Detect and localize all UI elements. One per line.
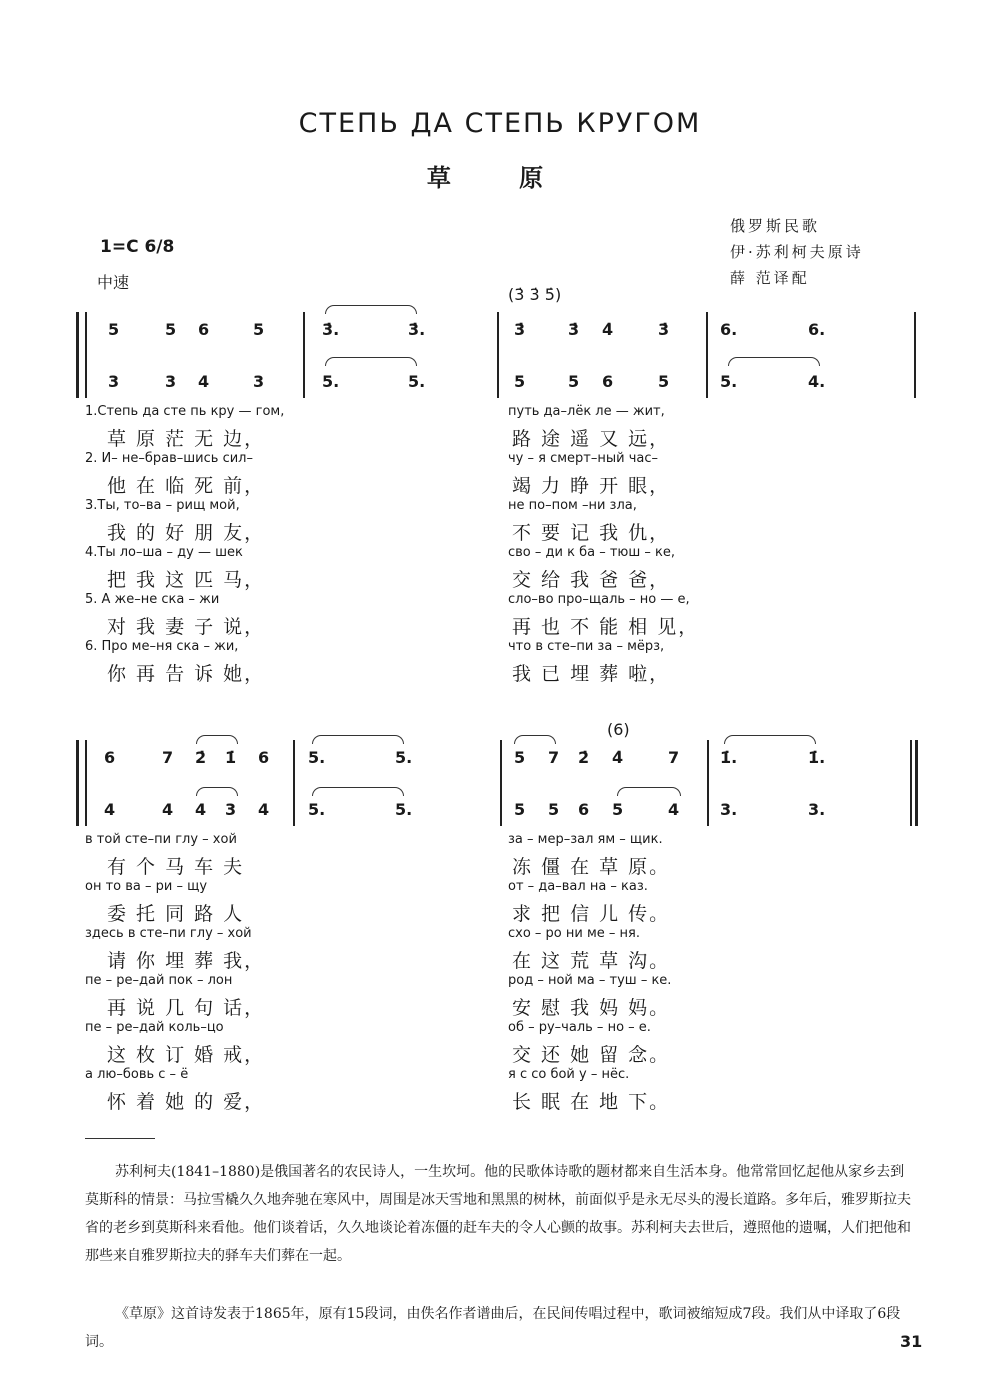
note: 3. bbox=[808, 800, 826, 819]
note: 1̇. bbox=[808, 748, 826, 767]
note: 4 bbox=[195, 800, 207, 819]
note: 5. bbox=[395, 748, 413, 767]
lyric-line: я с со бой у – нёс. bbox=[508, 1067, 630, 1082]
key-signature: 1=C 6/8 bbox=[100, 237, 175, 257]
tie bbox=[312, 735, 404, 744]
tie bbox=[325, 305, 417, 314]
lyric-line: 你 再 告 诉 她， bbox=[107, 663, 266, 685]
repeat-end-bar-thick bbox=[915, 740, 918, 826]
lyric-line: 怀 着 她 的 爱， bbox=[107, 1091, 266, 1113]
lyric-line: не по–пом –ни зла, bbox=[508, 498, 637, 513]
note: 4. bbox=[808, 372, 826, 391]
note: 5. bbox=[308, 800, 326, 819]
bar-line bbox=[497, 312, 499, 398]
lyric-line: 路 途 遥 又 远， bbox=[512, 428, 671, 450]
note: 6. bbox=[720, 320, 738, 339]
slur bbox=[514, 735, 556, 744]
lyric-line: 不 要 记 我 仇， bbox=[512, 522, 671, 544]
note: 4̇ bbox=[612, 748, 624, 767]
note: 1̇ bbox=[225, 748, 237, 767]
note: 6 bbox=[198, 320, 210, 339]
note: 5 bbox=[514, 800, 526, 819]
lyric-line: 竭 力 睁 开 眼， bbox=[512, 475, 671, 497]
note: 3̇. bbox=[322, 320, 340, 339]
note: 6. bbox=[808, 320, 826, 339]
lyric-line: 5. А же–не ска – жи bbox=[85, 592, 220, 607]
tie bbox=[728, 357, 820, 366]
lyric-line: об – ру–чаль – но – е. bbox=[508, 1020, 651, 1035]
lyric-line: чу – я смерт–ный час– bbox=[508, 451, 659, 466]
song-title-chinese: 草 原 bbox=[426, 163, 574, 192]
repeat-end-bar bbox=[910, 740, 912, 826]
lyric-line: 求 把 信 儿 传。 bbox=[512, 903, 671, 925]
note: 4 bbox=[104, 800, 116, 819]
note: 3. bbox=[720, 800, 738, 819]
note: 2̇ bbox=[195, 748, 207, 767]
bar-line bbox=[303, 312, 305, 398]
note: 7 bbox=[668, 748, 680, 767]
lyric-line: 3.Ты, то–ва – рищ мой, bbox=[85, 498, 240, 513]
note: 6 bbox=[104, 748, 116, 767]
lyric-line: 对 我 妻 子 说， bbox=[107, 616, 266, 638]
repeat-start-bar bbox=[85, 740, 87, 826]
note: 4 bbox=[162, 800, 174, 819]
footnote-rule bbox=[85, 1138, 155, 1139]
note: 1̇. bbox=[720, 748, 738, 767]
note: 2̇ bbox=[578, 748, 590, 767]
note: 3̇. bbox=[408, 320, 426, 339]
lyric-line: 我 的 好 朋 友， bbox=[107, 522, 266, 544]
tempo-marking: 中速 bbox=[97, 273, 130, 292]
note: 5. bbox=[308, 748, 326, 767]
note: 5. bbox=[395, 800, 413, 819]
bar-line bbox=[500, 740, 502, 826]
note: 7 bbox=[162, 748, 174, 767]
lyric-line: 委 托 同 路 人 bbox=[107, 903, 245, 925]
lyric-line: сво – ди к ба – тюш – ке, bbox=[508, 545, 675, 560]
lyric-line: 4.Ты ло–ша – ду — шек bbox=[85, 545, 243, 560]
bar-line bbox=[914, 312, 916, 398]
lyric-line: 1.Степь да сте пь кру — гом, bbox=[85, 404, 285, 419]
lyric-line: 在 这 荒 草 沟。 bbox=[512, 950, 671, 972]
note: 5 bbox=[612, 800, 624, 819]
note: 4̇ bbox=[602, 320, 614, 339]
song-title-russian: СТЕПЬ ДА СТЕПЬ КРУГОМ bbox=[298, 108, 702, 139]
lyric-line: за – мер–зал ям – щик. bbox=[508, 832, 663, 847]
lyric-line: здесь в сте–пи глу – хой bbox=[85, 926, 252, 941]
note: 5 bbox=[108, 320, 120, 339]
note: 5 bbox=[514, 748, 526, 767]
note: 5 bbox=[568, 372, 580, 391]
note: 3 bbox=[165, 372, 177, 391]
lyric-line: 2. И– не–брав–шись сил– bbox=[85, 451, 253, 466]
lyric-line: 安 慰 我 妈 妈。 bbox=[512, 997, 671, 1019]
lyric-line: 我 已 埋 葬 啦， bbox=[512, 663, 671, 685]
note: 5 bbox=[253, 320, 265, 339]
lyric-line: пе – ре–дай коль–цо bbox=[85, 1020, 224, 1035]
lyric-line: 再 说 几 句 话， bbox=[107, 997, 266, 1019]
credit-translator: 薛 范译配 bbox=[730, 269, 810, 287]
lyric-line: 把 我 这 匹 马， bbox=[107, 569, 266, 591]
lyric-line: 长 眠 在 地 下。 bbox=[512, 1091, 671, 1113]
note: 3 bbox=[253, 372, 265, 391]
note: 7 bbox=[548, 748, 560, 767]
page-number: 31 bbox=[900, 1332, 923, 1351]
lyric-line: 再 也 不 能 相 见， bbox=[512, 616, 700, 638]
system1-brace bbox=[76, 312, 79, 398]
lyric-line: 交 给 我 爸 爸， bbox=[512, 569, 671, 591]
note: 3̇ bbox=[568, 320, 580, 339]
note: 5. bbox=[720, 372, 738, 391]
lyric-line: 请 你 埋 葬 我， bbox=[107, 950, 266, 972]
note: 6 bbox=[258, 748, 270, 767]
note: 3 bbox=[108, 372, 120, 391]
lyric-line: он то ва – ри – щу bbox=[85, 879, 208, 894]
bar-line bbox=[293, 740, 295, 826]
lyric-line: 6. Про ме–ня ска – жи, bbox=[85, 639, 239, 654]
lyric-line: сло–во про–щаль – но — е, bbox=[508, 592, 690, 607]
note: 6 bbox=[578, 800, 590, 819]
lyric-line: путь да–лёк ле — жит, bbox=[508, 404, 665, 419]
slur bbox=[196, 787, 238, 796]
tie bbox=[312, 787, 404, 796]
note: 5. bbox=[322, 372, 340, 391]
note: 5 bbox=[658, 372, 670, 391]
system2-brace bbox=[76, 740, 79, 826]
credit-poet: 伊·苏利柯夫原诗 bbox=[730, 243, 864, 261]
alternate-note: (6) bbox=[607, 720, 630, 739]
lyric-line: 交 还 她 留 念。 bbox=[512, 1044, 671, 1066]
footnote-paragraph-1: 苏利柯夫(1841–1880)是俄国著名的农民诗人，一生坎坷。他的民歌体诗歌的题材都来自生活本身。他常常回忆起他从家乡去到莫斯科的情景：马拉雪橇久久地奔驰在寒风中，周围是冰天雪地和黑黑的树林，前面似乎是永无尽头的漫长道路。多年后，雅罗斯拉夫省的老乡到莫斯科来看他。他们谈着话，久久地谈论着冻僵的赶车夫的令人心颤的故事。苏利柯夫去世后，遵照他的遗嘱，人们把他和那些来自雅罗斯拉夫的驿车夫们葬在一起。 bbox=[85, 1164, 911, 1264]
pickup-notes: (3̇ 3̇ 5̇) bbox=[508, 285, 562, 304]
note: 5 bbox=[165, 320, 177, 339]
slur bbox=[617, 787, 681, 796]
system1-start-bar bbox=[85, 312, 87, 398]
bar-line bbox=[707, 740, 709, 826]
lyric-line: в той сте–пи глу – хой bbox=[85, 832, 237, 847]
lyric-line: 有 个 马 车 夫 bbox=[107, 856, 245, 878]
note: 3 bbox=[225, 800, 237, 819]
lyric-line: пе – ре–дай пок – лон bbox=[85, 973, 233, 988]
credit-origin: 俄罗斯民歌 bbox=[730, 217, 821, 235]
footnote-paragraph-2: 《草原》这首诗发表于1865年，原有15段词，由佚名作者谱曲后，在民间传唱过程中，歌词被缩短成7段。我们从中译取了6段词。 bbox=[85, 1306, 901, 1350]
lyric-line: 他 在 临 死 前， bbox=[107, 475, 266, 497]
tie bbox=[325, 357, 417, 366]
lyric-line: а лю–бовь с – ё bbox=[85, 1067, 189, 1082]
lyric-line: род – ной ма – туш – ке. bbox=[508, 973, 672, 988]
lyric-line: 冻 僵 在 草 原。 bbox=[512, 856, 671, 878]
note: 4 bbox=[198, 372, 210, 391]
lyric-line: 草 原 茫 无 边， bbox=[107, 428, 266, 450]
lyric-line: схо – ро ни ме – ня. bbox=[508, 926, 640, 941]
note: 5 bbox=[548, 800, 560, 819]
note: 5 bbox=[514, 372, 526, 391]
lyric-line: от – да–вал на – каз. bbox=[508, 879, 648, 894]
note: 6 bbox=[602, 372, 614, 391]
lyric-line: что в сте–пи за – мёрз, bbox=[508, 639, 665, 654]
bar-line bbox=[706, 312, 708, 398]
lyric-line: 这 枚 订 婚 戒， bbox=[107, 1044, 266, 1066]
note: 4 bbox=[258, 800, 270, 819]
slur bbox=[196, 735, 238, 744]
tie bbox=[724, 735, 816, 744]
note: 3̇ bbox=[658, 320, 670, 339]
note: 4 bbox=[668, 800, 680, 819]
note: 5. bbox=[408, 372, 426, 391]
note: 3̇ bbox=[514, 320, 526, 339]
